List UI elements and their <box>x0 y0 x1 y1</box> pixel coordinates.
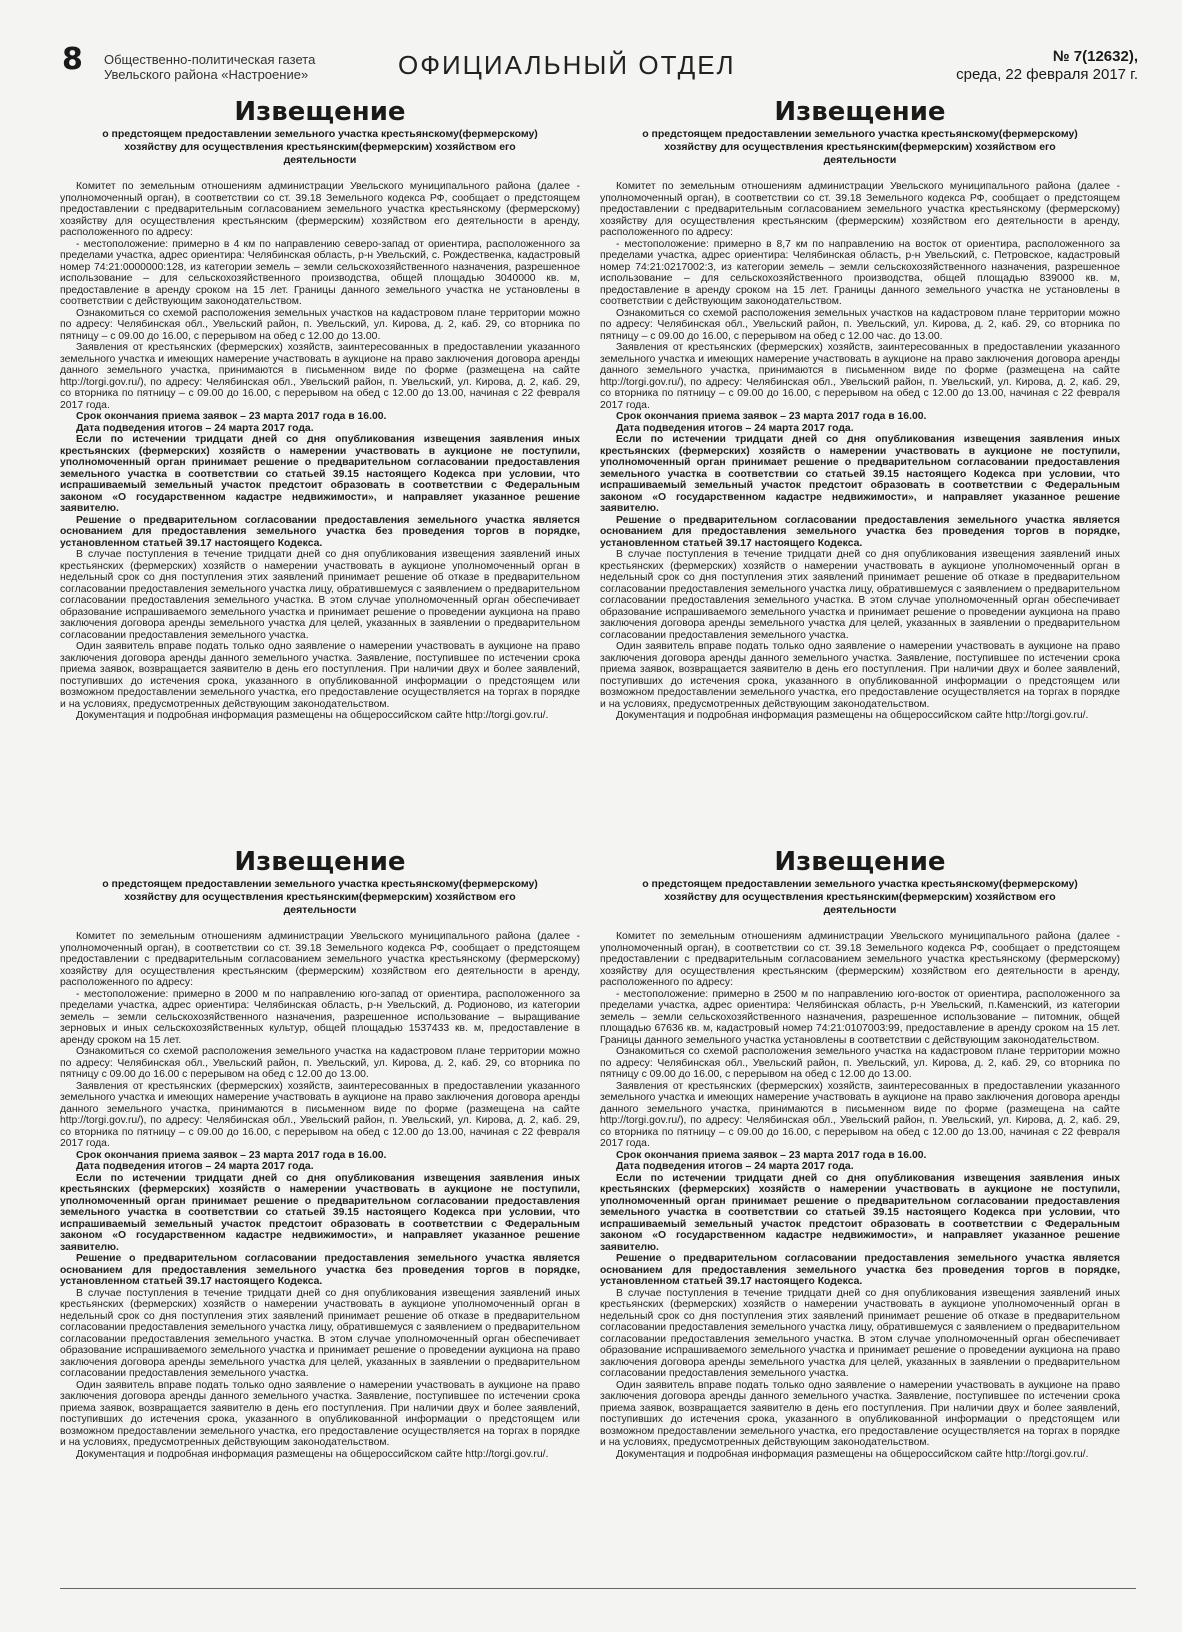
notice-paragraph: Если по истечении тридцати дней со дня опубликования извещения заявления иных крестьянских (фермерских) хозяйств о намерении участвовать в аукционе не поступили, уполномоченный орган принимает решение о предварительном согласовании предоставления земельного участка в соответствии со статьей 39.15 настоящего Кодекса при условии, что испрашиваемый земельный участок предстоит образовать в соответствии с Федеральным законом «О государственном кадастре недвижимости», и направляет указанное решение заявителю. <box>600 434 1120 514</box>
notice-paragraph: Документация и подробная информация размещены на общероссийском сайте http://torgi.gov.ru/. <box>616 1448 1089 1460</box>
notice-paragraph: В случае поступления в течение тридцати дней со дня опубликования извещения заявлений иных крестьянских (фермерских) хозяйств о намерении участвовать в аукционе уполномоченный орган в недельный срок со дня поступления этих заявлений принимает решение об отказе в предварительном согласовании предоставления земельного участка лицу, обратившемуся с заявлением о предварительном согласовании предоставления земельного участка. В этом случае уполномоченный орган обеспечивает образование испрашиваемого земельного участка и принимает решение о проведении аукциона на право заключения договора аренды земельного участка для целей, указанных в заявлении о предварительном согласовании предоставления земельного участка. <box>60 1287 580 1379</box>
notice-title: Извещение <box>774 98 946 127</box>
notice-paragraph: Если по истечении тридцати дней со дня опубликования извещения заявления иных крестьянских (фермерских) хозяйств о намерении участвовать в аукционе не поступили, уполномоченный орган принимает решение о предварительном согласовании предоставления земельного участка в соответствии со статьей 39.15 настоящего Кодекса при условии, что испрашиваемый земельный участок предстоит образовать в соответствии с Федеральным законом «О государственном кадастре недвижимости», и направляет указанное решение заявителю. <box>60 1172 580 1253</box>
notice-paragraph: Решение о предварительном согласовании предоставления земельного участка является основанием для предоставления земельного участка без проведения торгов в порядке, установленном статьей 39.17 настоящего Кодекса. <box>600 514 1120 549</box>
notice-subtitle: о предстоящем предоставлении земельного участка крестьянскому(фермерскому) хозяйству для осуществления крестьянским(фермерским) хозяйством его деятельности <box>642 128 1078 166</box>
notice-body <box>600 181 1120 722</box>
notice-paragraph: Документация и подробная информация размещены на общероссийском сайте http://torgi.gov.ru/. <box>76 710 549 721</box>
notice-body <box>600 931 1120 1460</box>
notice-deadline: Срок окончания приема заявок – 23 марта 2017 года в 16.00. <box>616 1149 927 1161</box>
notice-paragraph: Решение о предварительном согласовании предоставления земельного участка является основанием для предоставления земельного участка без проведения торгов в порядке, установленном статьей 39.17 настоящего Кодекса. <box>600 1253 1120 1287</box>
notice-top-right <box>600 98 1120 833</box>
notice-paragraph: Документация и подробная информация размещены на общероссийском сайте http://torgi.gov.ru/. <box>76 1448 549 1460</box>
notice-paragraph: Один заявитель вправе подать только одно заявление о намерении участвовать в аукционе на право заключения договора аренды данного земельного участка. Заявление, поступившее по истечении срока приема заявок, возвращается заявителю в день его поступления. При наличии двух и более заявлений, поступивших до истечения срока, указанного в опубликованной информации о предстоящем или возможном предоставлении земельного участка, его предоставление осуществляется на торгах в порядке и на условиях, предусмотренных действующим законодательством. <box>60 641 580 710</box>
notice-paragraph: Ознакомиться со схемой расположения земельного участка на кадастровом плане территории можно по адресу: Челябинская обл., Увельский район, п. Увельский, ул. Кирова, д. 2, каб. 29, со вторника по пятницу с 09.00 до 16.00 с перерывом на обед с 12.00 до 13.00. <box>60 1046 580 1080</box>
notice-body <box>60 181 580 722</box>
notice-paragraph: Комитет по земельным отношениям администрации Увельского муниципального района (далее - уполномоченный орган), в соответствии со ст. 39.18 Земельного кодекса РФ, сообщает о предстоящем предоставлении с предварительным согласованием земельного участка крестьянскому (фермерскому) хозяйству для осуществления крестьянским (фермерским) хозяйством его деятельности в аренду, расположенного по адресу: <box>60 181 580 238</box>
issue-info <box>956 48 1138 84</box>
notice-paragraph: - местоположение: примерно в 2000 м по направлению юго-запад от ориентира, расположенного за пределами участка, адрес ориентира: Челябинская область, р-н Увельский, д. Родионово, из категории земель – земли сельскохозяйственного назначения, разрешенное использование – выращивание зерновых и иных сельскохозяйственных культур, общей площадью 1537433 кв. м, предоставление в аренду сроком на 15 лет. <box>60 988 580 1046</box>
issue-date: среда, 22 февраля 2017 г. <box>956 66 1138 83</box>
notice-paragraph: В случае поступления в течение тридцати дней со дня опубликования извещения заявлений иных крестьянских (фермерских) хозяйств о намерении участвовать в аукционе уполномоченный орган в недельный срок со дня поступления этих заявлений принимает решение об отказе в предварительном согласовании предоставления земельного участка лицу, обратившемуся с заявлением о предварительном согласовании предоставления земельного участка. В этом случае уполномоченный орган обеспечивает образование испрашиваемого земельного участка и принимает решение о проведении аукциона на право заключения договора аренды земельного участка для целей, указанных в заявлении о предварительном согласовании предоставления земельного участка. <box>600 1287 1120 1379</box>
notice-title: Извещение <box>774 848 946 877</box>
notice-results-date: Дата подведения итогов – 24 марта 2017 года. <box>616 422 854 434</box>
notice-top-left <box>60 98 580 833</box>
notice-subtitle: о предстоящем предоставлении земельного участка крестьянскому(фермерскому) хозяйству для осуществления крестьянским(фермерским) хозяйством его деятельности <box>102 128 538 166</box>
notice-paragraph: В случае поступления в течение тридцати дней со дня опубликования извещения заявлений иных крестьянских (фермерских) хозяйств о намерении участвовать в аукционе уполномоченный орган в недельный срок со дня поступления этих заявлений принимает решение об отказе в предварительном согласовании предоставления земельного участка лицу, обратившемуся с заявлением о предварительном согласовании предоставления земельного участка. В этом случае уполномоченный орган обеспечивает образование испрашиваемого земельного участка и принимает решение о проведении аукциона на право заключения договора аренды земельного участка для целей, указанных в заявлении о предварительном согласовании предоставления земельного участка. <box>60 549 580 641</box>
notice-paragraph: Один заявитель вправе подать только одно заявление о намерении участвовать в аукционе на право заключения договора аренды данного земельного участка. Заявление, поступившее по истечении срока приема заявок, возвращается заявителю в день его поступления. При наличии двух и более заявлений, поступивших до истечения срока, указанного в опубликованной информации о предстоящем или возможном предоставлении земельного участка, его предоставление осуществляется на торгах в порядке и на условиях, предусмотренных действующим законодательством. <box>60 1379 580 1448</box>
notice-bottom-left <box>60 848 580 1583</box>
bottom-rule <box>60 1588 1136 1589</box>
notice-title: Извещение <box>234 848 406 877</box>
notice-paragraph: Решение о предварительном согласовании предоставления земельного участка является основанием для предоставления земельного участка без проведения торгов в порядке, установленном статьей 39.17 настоящего Кодекса. <box>60 514 580 549</box>
notice-title: Извещение <box>234 98 406 127</box>
notice-results-date: Дата подведения итогов – 24 марта 2017 года. <box>76 422 314 434</box>
issue-number: № 7(12632), <box>1052 48 1138 65</box>
notice-paragraph: Заявления от крестьянских (фермерских) хозяйств, заинтересованных в предоставлении указанного земельного участка и имеющих намерение участвовать в аукционе на право заключения договора аренды данного земельного участка, принимаются в письменном виде по форме (размещена на сайте http://torgi.gov.ru/), по адресу: Челябинская обл., Увельский район, п. Увельский, ул. Кирова, д. 2, каб. 29, со вторника по пятницу – с 09.00 до 16.00, с перерывом на обед с 12.00 до 13.00, начиная с 22 февраля 2017 года. <box>60 342 580 411</box>
notice-body <box>60 931 580 1460</box>
notice-deadline: Срок окончания приема заявок – 23 марта 2017 года в 16.00. <box>76 1149 387 1161</box>
notice-paragraph: - местоположение: примерно в 2500 м по направлению юго-восток от ориентира, расположенного за пределами участка, адрес ориентира: Челябинская область, р-н Увельский, п.Каменский, из категории земель – земли сельскохозяйственного назначения, разрешенное использование – питомник, общей площадью 67636 кв. м, кадастровый номер 74:21:0107003:99, предоставление в аренду сроком на 15 лет. Границы данного земельного участка установлены в соответствии с действующим законодательством. <box>600 988 1120 1046</box>
notice-paragraph: В случае поступления в течение тридцати дней со дня опубликования извещения заявлений иных крестьянских (фермерских) хозяйств о намерении участвовать в аукционе уполномоченный орган в недельный срок со дня поступления этих заявлений принимает решение об отказе в предварительном согласовании предоставления земельного участка лицу, обратившемуся с заявлением о предварительном согласовании предоставления земельного участка. В этом случае уполномоченный орган обеспечивает образование испрашиваемого земельного участка и принимает решение о проведении аукциона на право заключения договора аренды земельного участка для целей, указанных в заявлении о предварительном согласовании предоставления земельного участка. <box>600 549 1120 641</box>
notice-results-date: Дата подведения итогов – 24 марта 2017 года. <box>76 1161 314 1172</box>
notice-paragraph: Заявления от крестьянских (фермерских) хозяйств, заинтересованных в предоставлении указанного земельного участка и имеющих намерение участвовать в аукционе на право заключения договора аренды данного земельного участка, принимаются в письменном виде по форме (размещена на сайте http://torgi.gov.ru/), по адресу: Челябинская обл., Увельский район, п. Увельский, ул. Кирова, д. 2, каб. 29, со вторника по пятницу – с 09.00 до 16.00, с перерывом на обед с 12.00 до 13.00, начиная с 22 февраля 2017 года. <box>600 342 1120 411</box>
notice-paragraph: Один заявитель вправе подать только одно заявление о намерении участвовать в аукционе на право заключения договора аренды данного земельного участка. Заявление, поступившее по истечении срока приема заявок, возвращается заявителю в день его поступления. При наличии двух и более заявлений, поступивших до истечения срока, указанного в опубликованной информации о предстоящем или возможном предоставлении земельного участка, его предоставление осуществляется на торгах в порядке и на условиях, предусмотренных действующим законодательством. <box>600 1379 1120 1448</box>
notice-paragraph: Если по истечении тридцати дней со дня опубликования извещения заявления иных крестьянских (фермерских) хозяйств о намерении участвовать в аукционе не поступили, уполномоченный орган принимает решение о предварительном согласовании предоставления земельного участка в соответствии со статьей 39.15 настоящего Кодекса при условии, что испрашиваемый земельный участок предстоит образовать в соответствии с Федеральным законом «О государственном кадастре недвижимости», и направляет указанное решение заявителю. <box>600 1172 1120 1253</box>
notice-paragraph: Комитет по земельным отношениям администрации Увельского муниципального района (далее - уполномоченный орган), в соответствии со ст. 39.18 Земельного кодекса РФ, сообщает о предстоящем предоставлении с предварительным согласованием земельного участка крестьянскому (фермерскому) хозяйству для осуществления крестьянским (фермерским) хозяйством его деятельности в аренду, расположенного по адресу: <box>600 181 1120 238</box>
notice-paragraph: Ознакомиться со схемой расположения земельных участков на кадастровом плане территории можно по адресу: Челябинская обл., Увельский район, п. Увельский, ул. Кирова, д. 2, каб. 29, со вторника по пятницу – с 09.00 до 16.00, с перерывом на обед с 12.00 до 13.00. <box>60 307 580 342</box>
notice-paragraph: Заявления от крестьянских (фермерских) хозяйств, заинтересованных в предоставлении указанного земельного участка и имеющих намерение участвовать в аукционе на право заключения договора аренды данного земельного участка, принимаются в письменном виде по форме (размещена на сайте http://torgi.gov.ru/), по адресу: Челябинская обл., Увельский район, п. Увельский, ул. Кирова, д. 2, каб. 29, со вторника по пятницу – с 09.00 до 16.00, с перерывом на обед с 12.00 до 13.00, начиная с 22 февраля 2017 года. <box>60 1080 580 1149</box>
newspaper-name-line1: Общественно-политическая газета <box>104 52 316 67</box>
notice-paragraph: Ознакомиться со схемой расположения земельного участка на кадастровом плане территории можно по адресу: Челябинская обл., Увельский район, п. Увельский, ул. Кирова, д. 2, каб. 29, со вторника по пятницу с 09.00 до 16.00, с перерывом на обед с 12.00 до 13.00. <box>600 1046 1120 1080</box>
notice-deadline: Срок окончания приема заявок – 23 марта 2017 года в 16.00. <box>616 411 927 422</box>
notice-bottom-right <box>600 848 1120 1583</box>
notice-paragraph: Один заявитель вправе подать только одно заявление о намерении участвовать в аукционе на право заключения договора аренды данного земельного участка. Заявление, поступившее по истечении срока приема заявок, возвращается заявителю в день его поступления. При наличии двух и более заявлений, поступивших до истечения срока, указанного в опубликованной информации о предстоящем или возможном предоставлении земельного участка, его предоставление осуществляется на торгах в порядке и на условиях, предусмотренных действующим законодательством. <box>600 641 1120 710</box>
notice-results-date: Дата подведения итогов – 24 марта 2017 года. <box>616 1161 854 1172</box>
notice-paragraph: Решение о предварительном согласовании предоставления земельного участка является основанием для предоставления земельного участка без проведения торгов в порядке, установленном статьей 39.17 настоящего Кодекса. <box>60 1253 580 1287</box>
notice-subtitle: о предстоящем предоставлении земельного участка крестьянскому(фермерскому) хозяйству для осуществления крестьянским(фермерским) хозяйством его деятельности <box>642 878 1078 916</box>
notice-paragraph: Если по истечении тридцати дней со дня опубликования извещения заявления иных крестьянских (фермерских) хозяйств о намерении участвовать в аукционе не поступили, уполномоченный орган принимает решение о предварительном согласовании предоставления земельного участка в соответствии со статьей 39.15 настоящего Кодекса при условии, что испрашиваемый земельный участок предстоит образовать в соответствии с Федеральным законом «О государственном кадастре недвижимости», и направляет указанное решение заявителю. <box>60 434 580 514</box>
notice-subtitle: о предстоящем предоставлении земельного участка крестьянскому(фермерскому) хозяйству для осуществления крестьянским(фермерским) хозяйством его деятельности <box>102 878 538 916</box>
notice-paragraph: - местоположение: примерно в 8,7 км по направлению на восток от ориентира, расположенного за пределами участка, адрес ориентира: Челябинская область, р-н Увельский, с. Петровское, кадастровый номер 74:21:0217002:3, из категории земель – земли сельскохозяйственного назначения, разрешенное использование – для сельскохозяйственного производства, общей площадью 839000 кв. м, предоставление в аренду сроком на 15 лет. Границы данного земельного участка не установлены в соответствии с действующим законодательством. <box>600 238 1120 307</box>
notice-paragraph: Комитет по земельным отношениям администрации Увельского муниципального района (далее - уполномоченный орган), в соответствии со ст. 39.18 Земельного кодекса РФ, сообщает о предстоящем предоставлении с предварительным согласованием земельного участка крестьянскому (фермерскому) хозяйству для осуществления крестьянским (фермерским) хозяйством его деятельности в аренду, расположенного по адресу: <box>600 931 1120 988</box>
page-header <box>0 0 1182 90</box>
notice-paragraph: - местоположение: примерно в 4 км по направлению северо-запад от ориентира, расположенного за пределами участка, адрес ориентира: Челябинская область, р-н Увельский, с. Рождественка, кадастровый номер 74:21:0000000:128, из категории земель – земли сельскохозяйственного назначения, разрешенное использование – для сельскохозяйственного производства, общей площадью 3040000 кв. м, предоставление в аренду сроком на 15 лет. Границы данного земельного участка не установлены в соответствии с действующим законодательством. <box>60 238 580 307</box>
notice-paragraph: Заявления от крестьянских (фермерских) хозяйств, заинтересованных в предоставлении указанного земельного участка и имеющих намерение участвовать в аукционе на право заключения договора аренды данного земельного участка, принимаются в письменном виде по форме (размещена на сайте http://torgi.gov.ru/), по адресу: Челябинская обл., Увельский район, п. Увельский, ул. Кирова, д. 2, каб. 29, со вторника по пятницу – с 09.00 до 16.00, с перерывом на обед с 12.00 до 13.00, начиная с 22 февраля 2017 года. <box>600 1080 1120 1149</box>
notice-paragraph: Комитет по земельным отношениям администрации Увельского муниципального района (далее - уполномоченный орган), в соответствии со ст. 39.18 Земельного кодекса РФ, сообщает о предстоящем предоставлении с предварительным согласованием земельного участка крестьянскому (фермерскому) хозяйству для осуществления крестьянским (фермерским) хозяйством его деятельности в аренду, расположенного по адресу: <box>60 931 580 988</box>
notice-paragraph: Ознакомиться со схемой расположения земельных участков на кадастровом плане территории можно по адресу: Челябинская обл., Увельский район, п. Увельский, ул. Кирова, д. 2, каб. 29, со вторника по пятницу – с 09.00 до 16.00, с перерывом на обед с 12.00 час. до 13.00. <box>600 307 1120 342</box>
notice-deadline: Срок окончания приема заявок – 23 марта 2017 года в 16.00. <box>76 411 387 422</box>
newspaper-name <box>104 52 364 82</box>
section-title: ОФИЦИАЛЬНЫЙ ОТДЕЛ <box>398 50 736 80</box>
page-number: 8 <box>62 42 83 77</box>
notice-paragraph: Документация и подробная информация размещены на общероссийском сайте http://torgi.gov.ru/. <box>616 710 1089 721</box>
newspaper-name-line2: Увельского района «Настроение» <box>104 67 309 82</box>
